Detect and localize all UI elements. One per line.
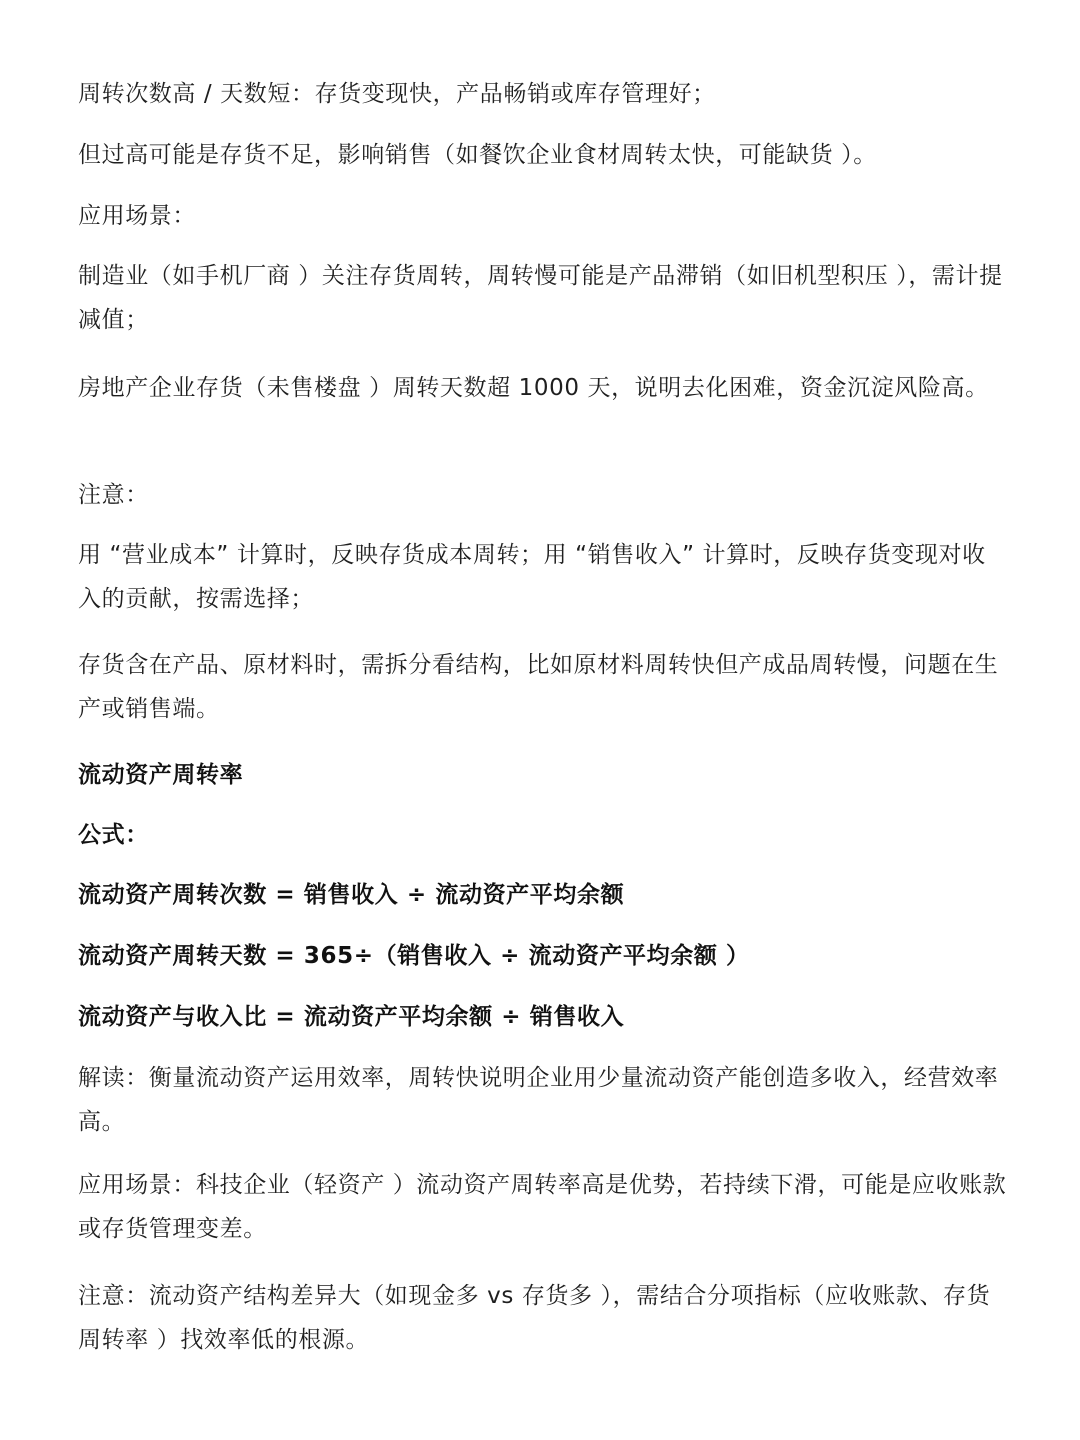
paragraph-turnover-high: 周转次数高 / 天数短：存货变现快，产品畅销或库存管理好； (78, 81, 716, 107)
paragraph-cost-vs-revenue: 用 “营业成本” 计算时，反映存货成本周转；用 “销售收入” 计算时，反映存货变现对收入的贡献，按需选择； (78, 542, 986, 612)
paragraph-scenario-heading: 应用场景： (78, 203, 196, 229)
paragraph-note-heading: 注意： (78, 482, 149, 508)
formula-asset-revenue-ratio: 流动资产与收入比 = 流动资产平均余额 ÷ 销售收入 (78, 1004, 625, 1030)
paragraph-inventory-structure: 存货含在产品、原材料时，需拆分看结构，比如原材料周转快但产成品周转慢，问题在生产或销售端。 (78, 652, 999, 722)
paragraph-structure-note: 注意：流动资产结构差异大（如现金多 vs 存货多 ），需结合分项指标（应收账款、存货周转率 ）找效率低的根源。 (78, 1283, 991, 1353)
formula-turnover-times: 流动资产周转次数 = 销售收入 ÷ 流动资产平均余额 (78, 882, 625, 908)
paragraph-turnover-too-high: 但过高可能是存货不足，影响销售（如餐饮企业食材周转太快，可能缺货 ）。 (78, 142, 877, 168)
paragraph-manufacturing: 制造业（如手机厂商 ）关注存货周转，周转慢可能是产品滞销（如旧机型积压 ），需计提减值； (78, 263, 1003, 333)
formula-heading: 公式： (78, 822, 149, 848)
formula-turnover-days: 流动资产周转天数 = 365÷（销售收入 ÷ 流动资产平均余额 ） (78, 943, 750, 969)
paragraph-tech-scenario: 应用场景：科技企业（轻资产 ）流动资产周转率高是优势，若持续下滑，可能是应收账款或存货管理变差。 (78, 1172, 1007, 1242)
paragraph-real-estate: 房地产企业存货（未售楼盘 ）周转天数超 1000 天，说明去化困难，资金沉淀风险高。 (78, 375, 989, 401)
paragraph-interpretation: 解读：衡量流动资产运用效率，周转快说明企业用少量流动资产能创造多收入，经营效率高。 (78, 1065, 999, 1135)
section-heading-current-asset-turnover: 流动资产周转率 (78, 762, 244, 788)
